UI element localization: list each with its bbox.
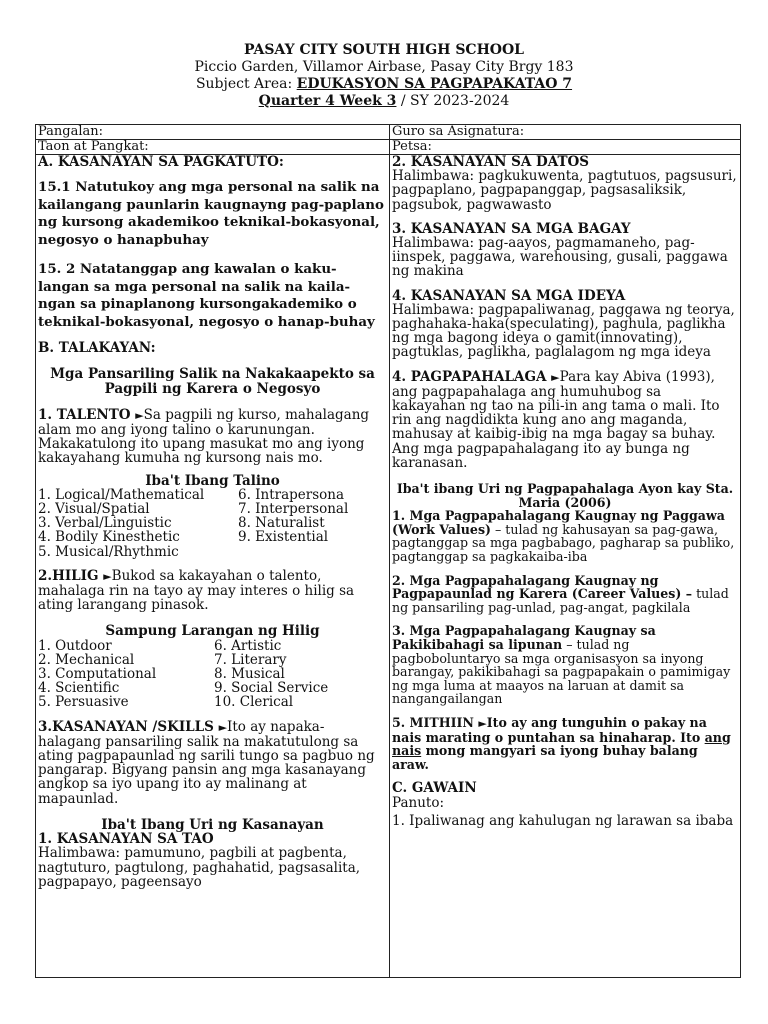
list-item: 1. Logical/Mathematical bbox=[38, 486, 205, 503]
list-item: 9. Social Service bbox=[214, 680, 329, 697]
list-item: 9. Existential bbox=[238, 529, 329, 546]
mithiin-paragraph bbox=[392, 716, 738, 771]
list-item: 8. Naturalist bbox=[238, 515, 325, 532]
objective-15-2: 15. 2 Natatanggap ang kawalan o kaku-langan sa mga personal na salik na kaila-ngan sa pinaplanong kursongakademiko o teknikal-bokasyonal, negosyo o hanap-buhay bbox=[38, 261, 375, 330]
hilig-list bbox=[38, 639, 387, 710]
subject-name: EDUKASYON SA PAGPAPAKATAO 7 bbox=[296, 76, 573, 92]
list-item: 7. Interpersonal bbox=[238, 501, 349, 518]
mithiin-heading: 5. MITHIIN bbox=[392, 714, 479, 730]
pagpapahalaga-heading: 4. PAGPAPAHALAGA bbox=[392, 368, 552, 385]
career-values-heading: 2. Mga Pagpapahalagang Kaugnay ng Pagpapaunlad ng Karera (Career Values) – bbox=[392, 572, 693, 602]
list-item: 5. Musical/Rhythmic bbox=[38, 543, 179, 560]
hilig-title: Sampung Larangan ng Hilig bbox=[105, 623, 320, 640]
document-header bbox=[0, 42, 768, 110]
arrow-right-icon: ► bbox=[551, 370, 560, 384]
talento-heading: 1. TALENTO bbox=[38, 406, 136, 423]
arrow-right-icon: ► bbox=[135, 408, 144, 422]
work-values-heading: 1. Mga Pagpapahalagang Kaugnay ng Paggawa (Work Values) bbox=[392, 508, 725, 537]
ideya-heading: 4. KASANAYAN SA MGA IDEYA bbox=[392, 287, 626, 304]
section-b-title: B. TALAKAYAN: bbox=[38, 340, 156, 357]
list-item: 10. Clerical bbox=[214, 694, 294, 711]
hilig-heading: 2.HILIG bbox=[38, 567, 104, 584]
section-a-title: A. KASANAYAN SA PAGKATUTO: bbox=[38, 154, 284, 170]
list-item: 2. Mechanical bbox=[38, 651, 135, 668]
school-name: PASAY CITY SOUTH HIGH SCHOOL bbox=[243, 42, 525, 58]
kasanayan-types-title: Iba't Ibang Uri ng Kasanayan bbox=[101, 816, 324, 833]
talino-title: Iba't Ibang Talino bbox=[145, 472, 280, 489]
task-1: 1. Ipaliwanag ang kahulugan ng larawan sa ibaba bbox=[392, 812, 734, 829]
skills-text: Ito ay napaka-halagang pansariling salik na makatutulong sa ating pagpapaunlad ng sarili tungo sa pagbuo ng pangarap. Bigyang pansin ang mga kasanayang angkop sa iyo upang ito ay malinang at mapaunlad. bbox=[38, 718, 375, 807]
school-address: Piccio Garden, Villamor Airbase, Pasay City Brgy 183 bbox=[194, 59, 574, 75]
social-values-heading: 3. Mga Pagpapahalagang Kaugnay sa Pakikibahagi sa lipunan bbox=[392, 623, 656, 652]
mithiin-text-a: Ito ay ang tunguhin o pakay na nais marating o puntahan sa hinaharap. Ito bbox=[392, 714, 707, 745]
mithiin-text-b: mong mangyari sa iyong buhay balang araw. bbox=[392, 743, 698, 772]
list-item: 4. Bodily Kinesthetic bbox=[38, 529, 180, 546]
subject-line bbox=[0, 76, 768, 93]
list-item: 6. Artistic bbox=[214, 637, 282, 654]
mithiin-text-underlined: ang nais bbox=[392, 729, 731, 759]
values-types-title: Iba't ibang Uri ng Pagpapahalaga Ayon kay Sta. Maria (2006) bbox=[396, 481, 734, 510]
career-values-text: tulad ng pansariling pag-unlad, pag-angat, pagkilala bbox=[392, 586, 729, 615]
tao-text: Halimbawa: pamumuno, pagbili at pagbenta, nagtuturo, pagtulong, paghahatid, pagsasalita, pagpapayo, pageensayo bbox=[38, 845, 361, 890]
year-section-field[interactable]: Taon at Pangkat: bbox=[36, 140, 390, 155]
list-item: 7. Literary bbox=[214, 651, 287, 668]
date-field[interactable]: Petsa: bbox=[390, 140, 741, 155]
subject-prefix: Subject Area: bbox=[195, 76, 297, 92]
school-year: / SY 2023-2024 bbox=[396, 93, 510, 109]
social-values-text: – tulad ng pagboboluntaryo sa mga organisasyon sa inyong barangay, pakikibahagi sa pagpapakain o pamimigay ng mga luma at maayos na laruan at damit sa nangangailangan bbox=[392, 637, 731, 707]
quarter-week: Quarter 4 Week 3 bbox=[258, 93, 397, 109]
work-values-text: – tulad ng kahusayan sa pag-gawa, pagtanggap sa mga pagbabago, pagharap sa publiko, pagtanggap sa pagkakaiba-iba bbox=[392, 521, 735, 565]
arrow-right-icon: ► bbox=[478, 716, 487, 730]
pagpapahalaga-text: Para kay Abiva (1993), ang pagpapahalaga ang humuhubog sa kakayahan ng tao na pili-in ang tama o mali. Ito rin ang nagdidikta kung ano ang maganda, mahusay at kaibig-ibig na mga bagay sa buhay. Ang mga pagpapahalagang ito ay bunga ng karanasan. bbox=[392, 368, 720, 471]
datos-heading: 2. KASANAYAN SA DATOS bbox=[392, 154, 590, 170]
teacher-field[interactable]: Guro sa Asignatura: bbox=[390, 125, 741, 140]
bagay-heading: 3. KASANAYAN SA MGA BAGAY bbox=[392, 220, 631, 237]
section-c-title: C. GAWAIN bbox=[392, 780, 477, 797]
hilig-text: Bukod sa kakayahan o talento, mahalaga rin na tayo ay may interes o hilig sa ating larangang pinasok. bbox=[38, 567, 355, 614]
hilig-paragraph bbox=[38, 569, 387, 613]
work-values-item bbox=[392, 509, 738, 563]
topic-title: Mga Pansariling Salik na Nakakaapekto sa Pagpili ng Karera o Negosyo bbox=[50, 366, 375, 397]
list-item: 3. Computational bbox=[38, 666, 157, 683]
list-item: 4. Scientific bbox=[38, 680, 120, 697]
talino-list bbox=[38, 488, 387, 559]
worksheet-table bbox=[35, 124, 741, 978]
objective-15-1: 15.1 Natutukoy ang mga personal na salik na kailangang paunlarin kaugnayng pag-paplano ng kursong akademikoo teknikal-bokasyonal, negosyo o hanapbuhay bbox=[38, 179, 384, 248]
arrow-right-icon: ► bbox=[218, 720, 228, 734]
skills-paragraph bbox=[38, 720, 387, 806]
list-item: 8. Musical bbox=[214, 666, 285, 683]
social-values-item bbox=[392, 624, 738, 706]
ideya-text: Halimbawa: pagpapaliwanag, paggawa ng teorya, paghahaka-haka(speculating), paghula, paglikha ng mga bagong ideya o gamit(innovating), pagtuklas, paglikha, paglalagom ng mga ideya bbox=[392, 301, 735, 361]
talento-paragraph bbox=[38, 408, 387, 466]
skills-heading: 3.KASANAYAN /SKILLS bbox=[38, 718, 219, 735]
panuto-label: Panuto: bbox=[392, 794, 445, 811]
list-item: 1. Outdoor bbox=[38, 637, 112, 654]
datos-text: Halimbawa: pagkukuwenta, pagtutuos, pagsusuri, pagpaplano, pagpapanggap, pagsasaliksik, pagsubok, pagwawasto bbox=[392, 168, 737, 213]
arrow-right-icon: ► bbox=[103, 569, 112, 583]
list-item: 3. Verbal/Linguistic bbox=[38, 515, 172, 532]
bagay-text: Halimbawa: pag-aayos, pagmamaneho, pag-iinspek, paggawa, warehousing, gusali, paggawa ng makina bbox=[392, 235, 728, 280]
list-item: 5. Persuasive bbox=[38, 694, 129, 711]
name-field[interactable]: Pangalan: bbox=[36, 125, 390, 140]
talento-text: Sa pagpili ng kurso, mahalagang alam mo ang iyong talino o karunungan. Makakatulong ito upang masukat mo ang iyong kakayahang kumuha ng kursong nais mo. bbox=[38, 406, 370, 467]
pagpapahalaga-paragraph bbox=[392, 370, 738, 470]
quarter-line bbox=[0, 93, 768, 110]
list-item: 2. Visual/Spatial bbox=[38, 501, 150, 518]
career-values-item bbox=[392, 574, 738, 615]
list-item: 6. Intrapersona bbox=[238, 486, 345, 503]
left-column bbox=[38, 155, 387, 889]
right-column bbox=[392, 155, 738, 828]
tao-heading: 1. KASANAYAN SA TAO bbox=[38, 831, 214, 848]
